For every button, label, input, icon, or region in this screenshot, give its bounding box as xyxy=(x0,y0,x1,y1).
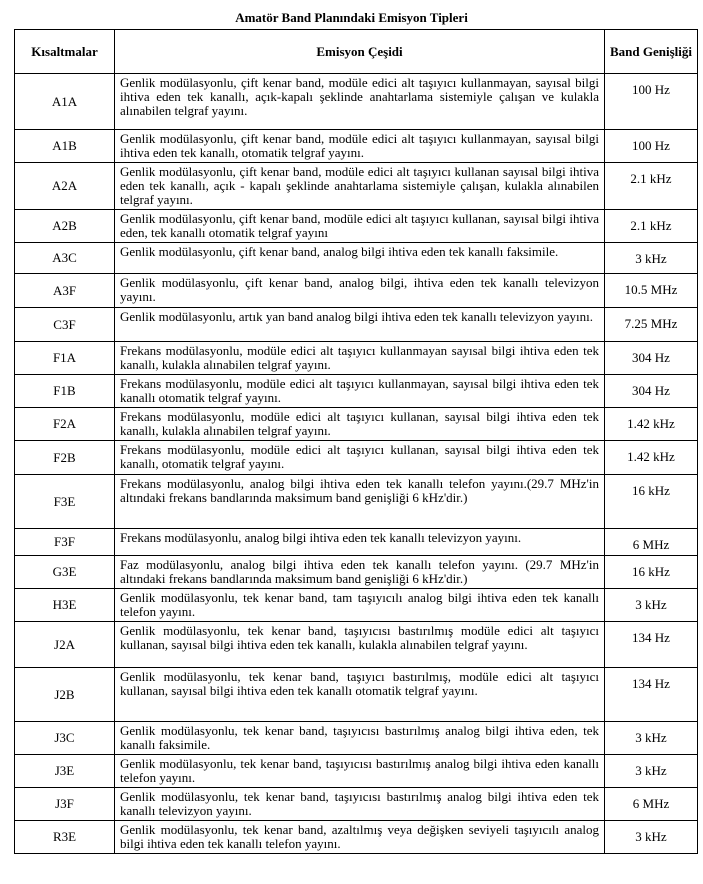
emission-code: A1A xyxy=(15,74,115,130)
emission-code: J2A xyxy=(15,622,115,668)
emission-code: F3F xyxy=(15,529,115,556)
emission-description: Genlik modülasyonlu, tek kenar band, taşıyıcısı bastırılmış modüle edici alt taşıyıcı kullanan, sayısal bilgi ihtiva eden tek kanallı, kulakla alınabilen telgraf yayını. xyxy=(115,622,605,668)
emission-bandwidth: 1.42 kHz xyxy=(605,408,698,441)
table-row xyxy=(15,589,698,622)
emission-description: Faz modülasyonlu, analog bilgi ihtiva eden tek kanallı telefon yayını. (29.7 MHz'in altındaki frekans bandlarında maksimum band genişliği 6 kHz'dir.) xyxy=(115,556,605,589)
emission-code: J3C xyxy=(15,722,115,755)
emission-code: H3E xyxy=(15,589,115,622)
emission-code: J2B xyxy=(15,668,115,722)
emission-description: Genlik modülasyonlu, tek kenar band, taşıyıcısı bastırılmış analog bilgi ihtiva eden kanallı telefon yayını. xyxy=(115,755,605,788)
table-row xyxy=(15,788,698,821)
emission-code: F2B xyxy=(15,441,115,475)
table-row xyxy=(15,556,698,589)
table-row xyxy=(15,375,698,408)
emission-bandwidth: 3 kHz xyxy=(605,589,698,622)
emission-code: J3E xyxy=(15,755,115,788)
emission-description: Genlik modülasyonlu, çift kenar band, modüle edici alt taşıyıcı kullanmayan, sayısal bilgi ihtiva eden tek kanallı, otomatik telgraf yayını. xyxy=(115,130,605,163)
table-row xyxy=(15,475,698,529)
table-header-row xyxy=(15,30,698,74)
emission-bandwidth: 6 MHz xyxy=(605,529,698,556)
table-row xyxy=(15,342,698,375)
emission-description: Frekans modülasyonlu, analog bilgi ihtiva eden tek kanallı televizyon yayını. xyxy=(115,529,605,556)
emission-bandwidth: 134 Hz xyxy=(605,668,698,722)
emission-code: F3E xyxy=(15,475,115,529)
emission-code: G3E xyxy=(15,556,115,589)
table-row xyxy=(15,668,698,722)
header-description: Emisyon Çeşidi xyxy=(115,30,605,74)
emission-bandwidth: 6 MHz xyxy=(605,788,698,821)
page-title: Amatör Band Planındaki Emisyon Tipleri xyxy=(235,10,468,25)
emission-bandwidth: 3 kHz xyxy=(605,821,698,854)
emission-bandwidth: 16 kHz xyxy=(605,475,698,529)
emission-code: R3E xyxy=(15,821,115,854)
emission-bandwidth: 100 Hz xyxy=(605,74,698,130)
emission-description: Genlik modülasyonlu, çift kenar band, modüle edici alt taşıyıcı kullanan, sayısal bilgi ihtiva eden, tek kanallı otomatik telgraf yayını xyxy=(115,210,605,243)
emission-bandwidth: 10.5 MHz xyxy=(605,274,698,308)
table-row xyxy=(15,210,698,243)
table-row xyxy=(15,74,698,130)
emission-code: A3C xyxy=(15,243,115,274)
emission-bandwidth: 1.42 kHz xyxy=(605,441,698,475)
header-code: Kısaltmalar xyxy=(15,30,115,74)
emission-code: A1B xyxy=(15,130,115,163)
emission-code: J3F xyxy=(15,788,115,821)
table-row xyxy=(15,755,698,788)
emission-bandwidth: 100 Hz xyxy=(605,130,698,163)
emission-bandwidth: 2.1 kHz xyxy=(605,163,698,210)
table-row xyxy=(15,529,698,556)
emission-description: Genlik modülasyonlu, tek kenar band, taşıyıcısı bastırılmış analog bilgi ihtiva eden, tek kanallı faksimile. xyxy=(115,722,605,755)
emission-description: Genlik modülasyonlu, tek kenar band, taşıyıcısı bastırılmış analog bilgi ihtiva eden tek kanallı televizyon yayını. xyxy=(115,788,605,821)
emission-description: Genlik modülasyonlu, artık yan band analog bilgi ihtiva eden tek kanallı televizyon yayını. xyxy=(115,308,605,342)
emission-code: A2A xyxy=(15,163,115,210)
emission-description: Genlik modülasyonlu, çift kenar band, analog bilgi, ihtiva eden tek kanallı televizyon yayını. xyxy=(115,274,605,308)
table-row xyxy=(15,130,698,163)
emission-description: Genlik modülasyonlu, tek kenar band, tam taşıyıcılı analog bilgi ihtiva eden tek kanallı telefon yayını. xyxy=(115,589,605,622)
emission-bandwidth: 3 kHz xyxy=(605,755,698,788)
emission-bandwidth: 304 Hz xyxy=(605,375,698,408)
emission-bandwidth: 3 kHz xyxy=(605,243,698,274)
emission-bandwidth: 16 kHz xyxy=(605,556,698,589)
emission-code: F1B xyxy=(15,375,115,408)
emission-description: Genlik modülasyonlu, tek kenar band, azaltılmış veya değişken seviyeli taşıyıcılı analog bilgi ihtiva eden tek kanallı telefon yayını. xyxy=(115,821,605,854)
emission-bandwidth: 3 kHz xyxy=(605,722,698,755)
emission-description: Frekans modülasyonlu, modüle edici alt taşıyıcı kullanmayan, sayısal bilgi ihtiva eden tek kanallı otomatik telgraf yayını. xyxy=(115,375,605,408)
table-row xyxy=(15,441,698,475)
emission-description: Genlik modülasyonlu, tek kenar band, taşıyıcı bastırılmış, modüle edici alt taşıyıcı kullanan, sayısal bilgi ihtiva eden tek kanallı otomatik telgraf yayını. xyxy=(115,668,605,722)
emission-description: Genlik modülasyonlu, çift kenar band, modüle edici alt taşıyıcı kullanmayan, sayısal bilgi ihtiva eden tek kanallı, açık-kapalı şeklinde anahtarlama sistemiyle çalışan ve kulakla alınabilen telgraf yayını. xyxy=(115,74,605,130)
emission-code: F1A xyxy=(15,342,115,375)
emission-description: Frekans modülasyonlu, modüle edici alt taşıyıcı kullanan, sayısal bilgi ihtiva eden tek kanallı, otomatik telgraf yayını. xyxy=(115,441,605,475)
emission-description: Frekans modülasyonlu, analog bilgi ihtiva eden tek kanallı telefon yayını.(29.7 MHz'in altındaki frekans bandlarında maksimum band genişliği 6 kHz'dir.) xyxy=(115,475,605,529)
emission-bandwidth: 134 Hz xyxy=(605,622,698,668)
table-row xyxy=(15,821,698,854)
emission-table xyxy=(14,29,698,854)
table-row xyxy=(15,408,698,441)
table-body xyxy=(15,74,698,854)
header-bandwidth: Band Genişliği xyxy=(605,30,698,74)
table-row xyxy=(15,622,698,668)
emission-bandwidth: 2.1 kHz xyxy=(605,210,698,243)
emission-description: Genlik modülasyonlu, çift kenar band, modüle edici alt taşıyıcı kullanan sayısal bilgi ihtiva eden tek kanallı, açık - kapalı şeklinde anahtarlama sistemiyle çalışan, kulakla alınabilen telgraf yayını. xyxy=(115,163,605,210)
table-row xyxy=(15,274,698,308)
emission-bandwidth: 7.25 MHz xyxy=(605,308,698,342)
table-row xyxy=(15,163,698,210)
table-row xyxy=(15,722,698,755)
table-row xyxy=(15,243,698,274)
emission-description: Frekans modülasyonlu, modüle edici alt taşıyıcı kullanmayan sayısal bilgi ihtiva eden tek kanallı, kulakla alınabilen telgraf yayını. xyxy=(115,342,605,375)
emission-description: Genlik modülasyonlu, çift kenar band, analog bilgi ihtiva eden tek kanallı faksimile. xyxy=(115,243,605,274)
emission-code: C3F xyxy=(15,308,115,342)
emission-code: A3F xyxy=(15,274,115,308)
emission-bandwidth: 304 Hz xyxy=(605,342,698,375)
emission-description: Frekans modülasyonlu, modüle edici alt taşıyıcı kullanan, sayısal bilgi ihtiva eden tek kanallı, kulakla alınabilen telgraf yayını. xyxy=(115,408,605,441)
emission-code: A2B xyxy=(15,210,115,243)
table-row xyxy=(15,308,698,342)
emission-code: F2A xyxy=(15,408,115,441)
